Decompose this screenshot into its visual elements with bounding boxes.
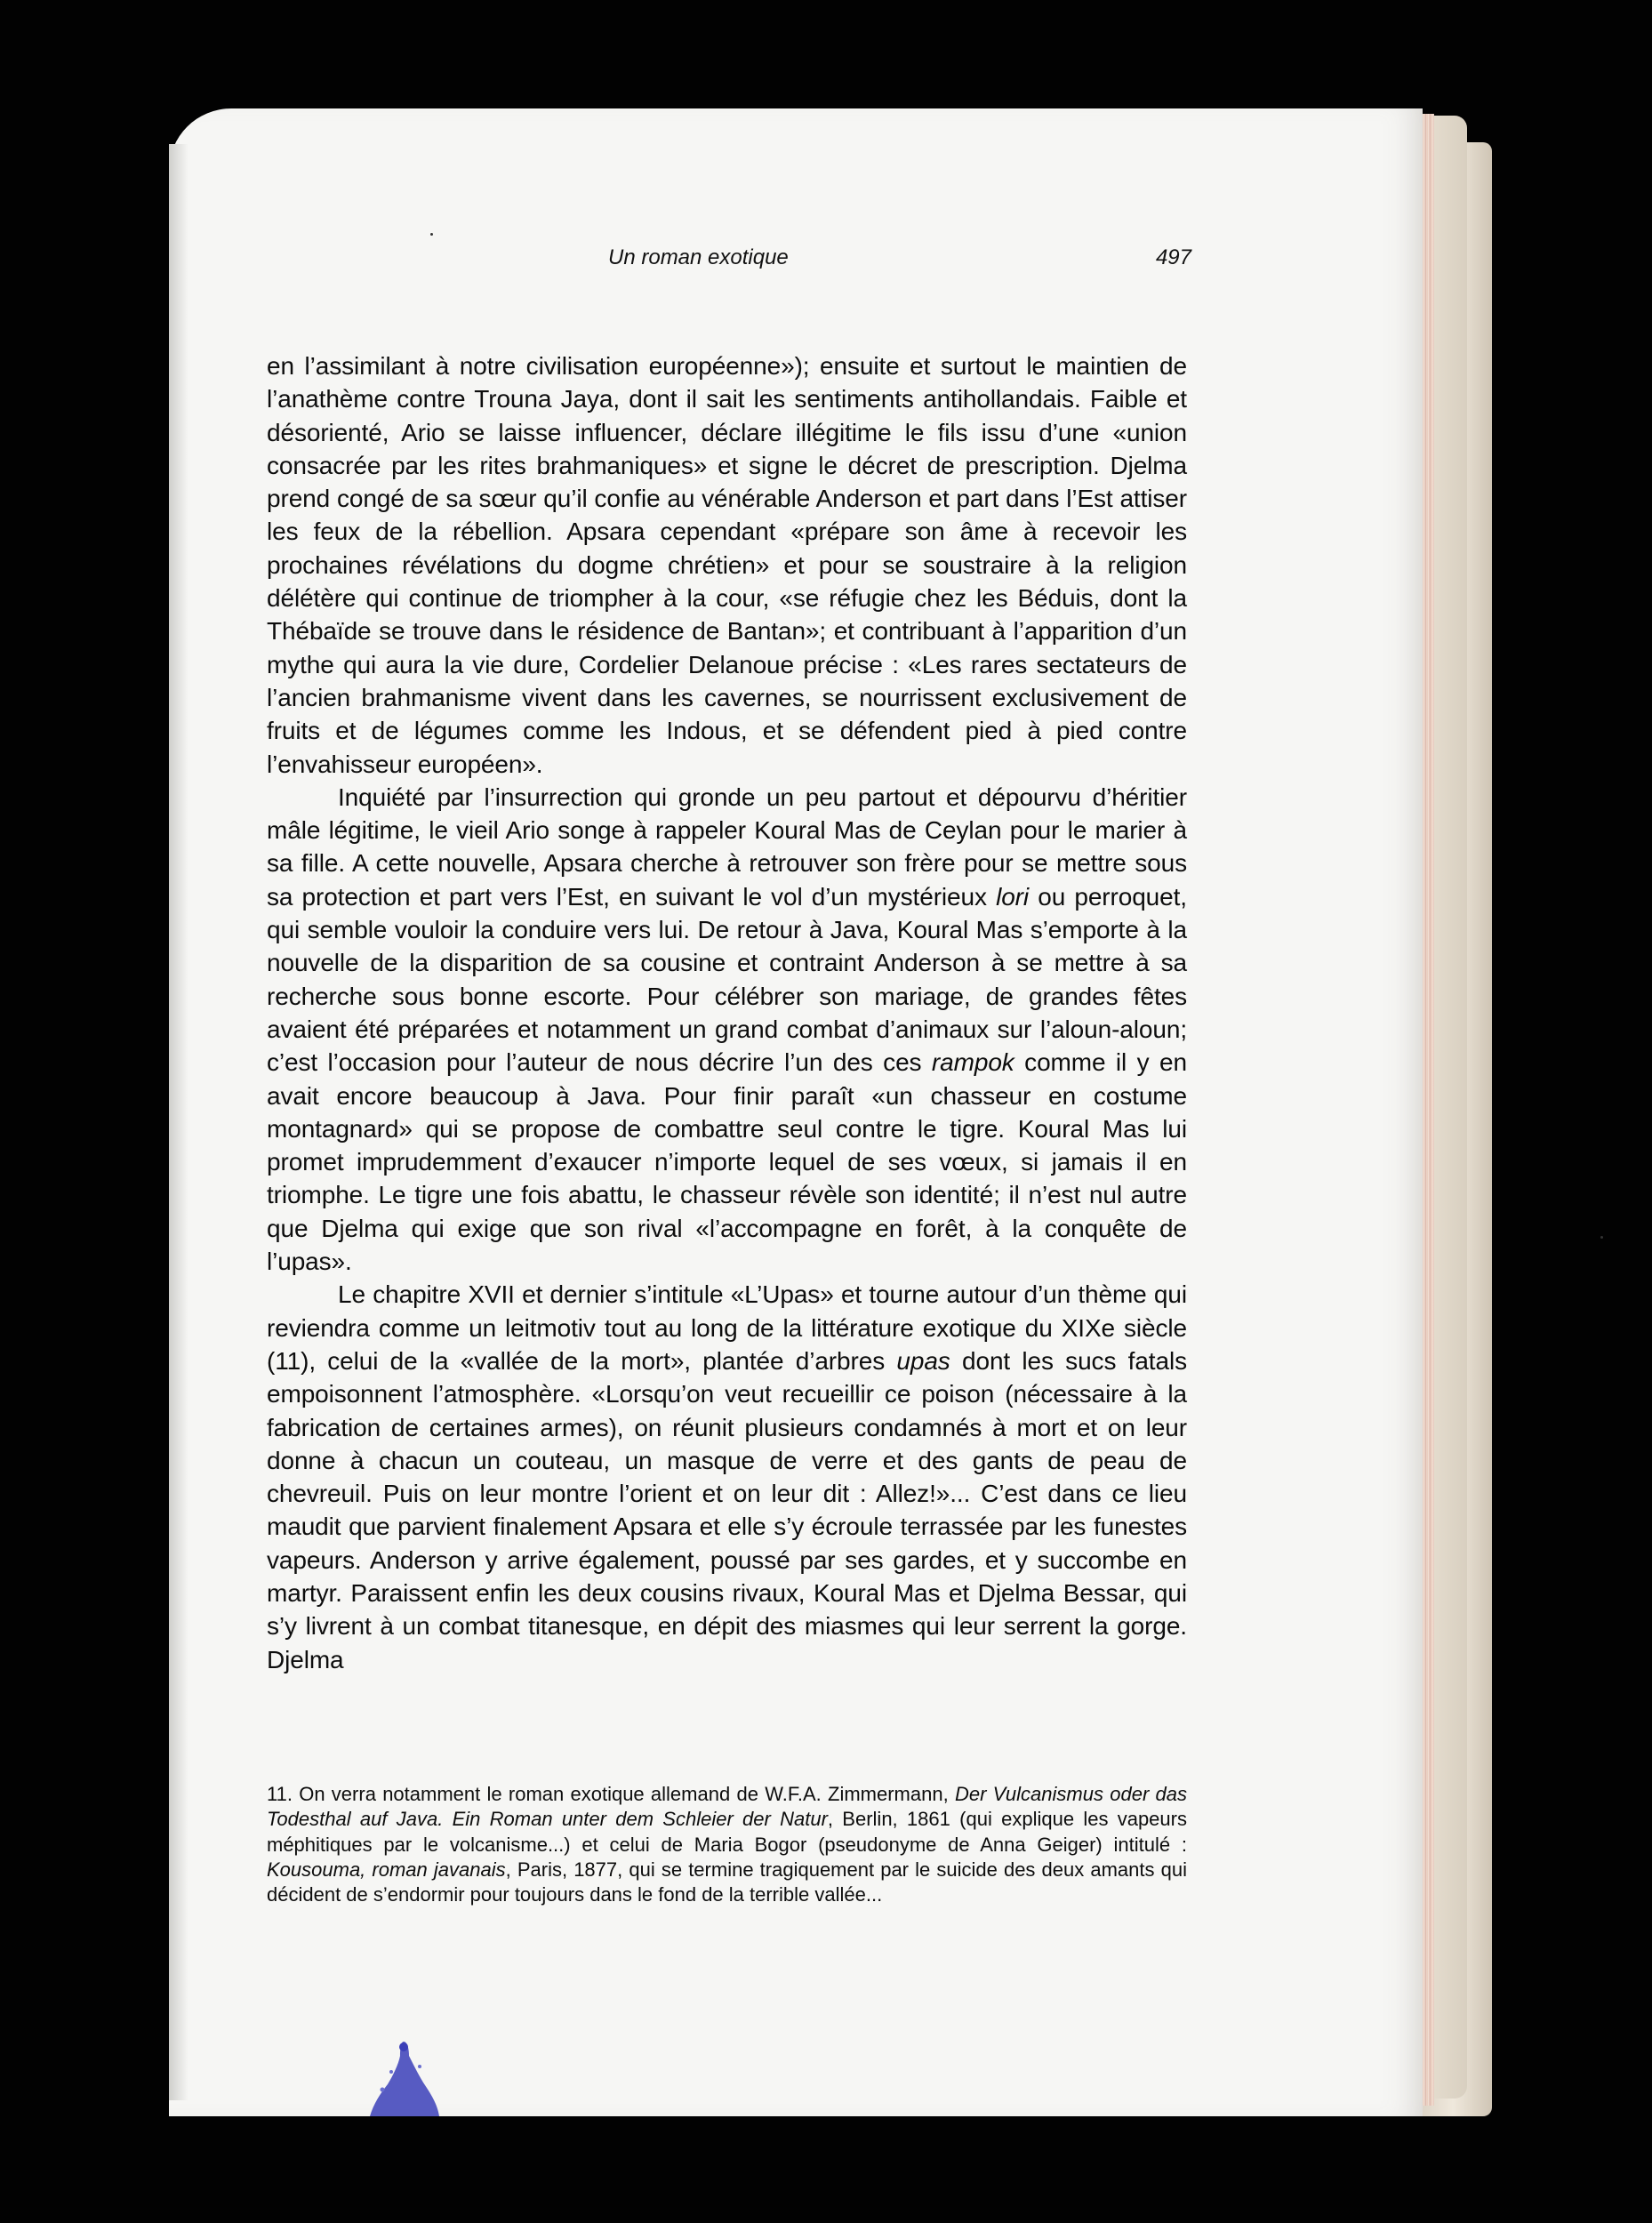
text-run: comme il y en avait encore beaucoup à Java. Pour finir paraît «un chasseur en costume montagnard» qui se propose de combattre seul contre le tigre. Koural Mas lui promet imprudemment d’exaucer n’importe lequel de ses vœux, si jamais il en triomphe. Le tigre une fois abattu, le chasseur révèle son identité; il n’est nul autre que Djelma qui exige que son rival «l’accompagne en forêt, à la conquête de l’upas». [267,1048,1187,1276]
paragraph [267,349,1187,781]
scan-speck [430,233,433,236]
footnote-text [267,1782,1187,1907]
italic-text: upas [896,1346,950,1375]
text-run: Inquiété par l’insurrection qui gronde un peu partout et dépourvu d’héritier mâle légitime, le vieil Ario songe à rappeler Koural Mas de Ceylan pour le marier à sa fille. A cette nouvelle, Apsara cherche à retrouver son frère pour se mettre sous sa protection et part vers l’Est, en suivant le vol d’un mystérieux [267,782,1187,911]
italic-text: Kousouma, roman javanais [267,1858,506,1881]
italic-text: Der Vulcanismus oder das Todesthal auf Java. Ein Roman unter dem Schleier der Natur [267,1783,1187,1831]
page-number: 497 [1155,245,1191,269]
text-run: en l’assimilant à notre civilisation européenne»); ensuite et surtout le maintien de l’anathème contre Trouna Jaya, dont il sait les sentiments antihollandais. Faible et désorienté, Ario se laisse influencer, déclare illégitime le fils issu d’une «union consacrée par les rites brahmaniques» et signe le décret de prescription. Djelma prend congé de sa sœur qu’il confie au vénérable Anderson et part dans l’Est attiser les feux de la rébellion. Apsara cependant «prépare son âme à recevoir les prochaines révélations du dogme chrétien» et pour se soustraire à la religion délétère qui continue de triompher à la cour, «se réfugie chez les Béduis, dont la Thébaïde se trouve dans le résidence de Bantan»; et contribuant à l’apparition d’un mythe qui aura la vie dure, Cordelier Delanoue précise : «Les rares sectateurs de l’ancien brahmanisme vivent dans les cavernes, se nourrissent exclusivement de fruits et de légumes comme les Indous, et se défendent pied à pied contre l’envahisseur européen». [267,352,1187,778]
ink-blot-icon [365,2036,445,2116]
paragraph [267,1278,1187,1676]
body-text [267,349,1187,1676]
running-header [267,238,1191,274]
text-run: , Paris, 1877, qui se termine tragiquement par le suicide des deux amants qui décident de s’endormir pour toujours dans le fond de la terrible vallée... [267,1858,1187,1906]
text-run: ou perroquet, qui semble vouloir la conduire vers lui. De retour à Java, Koural Mas s’emporte à la nouvelle de la disparition de sa cousine et contraint Anderson à se mettre à sa recherche sous bonne escorte. Pour célébrer son mariage, de grandes fêtes avaient été préparées et notamment un grand combat d’animaux sur l’aloun-aloun; c’est l’occasion pour l’auteur de nous décrire l’un des ces [267,882,1187,1077]
italic-text: lori [996,882,1030,911]
running-title: Un roman exotique [608,245,789,269]
text-run: dont les sucs fatals empoisonnent l’atmosphère. «Lorsqu’on veut recueillir ce poison (nécessaire à la fabrication de certaines armes), on réunit plusieurs condamnés à mort et on leur donne à chacun un couteau, un masque de verre et des gants de peau de chevreuil. Puis on leur montre l’orient et on leur dit : Allez!»... C’est dans ce lieu maudit que parvient finalement Apsara et elle s’y écroule terrassée par les funestes vapeurs. Anderson y arrive également, poussé par ses gardes, et y succombe en martyr. Paraissent enfin les deux cousins rivaux, Koural Mas et Djelma Bessar, qui s’y livrent à un combat titanesque, en dépit des miasmes qui leur serrent la gorge. Djelma [267,1346,1187,1673]
text-run: , Berlin, 1861 (qui explique les vapeurs méphitiques par le volcanisme...) et celui de Maria Bogor (pseudonyme de Anna Geiger) intitulé : [267,1808,1187,1856]
scan-speck [1600,1236,1603,1239]
italic-text: rampok [931,1048,1014,1077]
paragraph [267,781,1187,1278]
footnote [267,1782,1187,1907]
text-run: 11. On verra notamment le roman exotique allemand de W.F.A. Zimmermann, [267,1783,955,1805]
text-run: Le chapitre XVII et dernier s’intitule «L’Upas» et tourne autour d’un thème qui reviendra comme un leitmotiv tout au long de la littérature exotique du XIXe siècle (11), celui de la «vallée de la mort», plantée d’arbres [267,1280,1187,1375]
